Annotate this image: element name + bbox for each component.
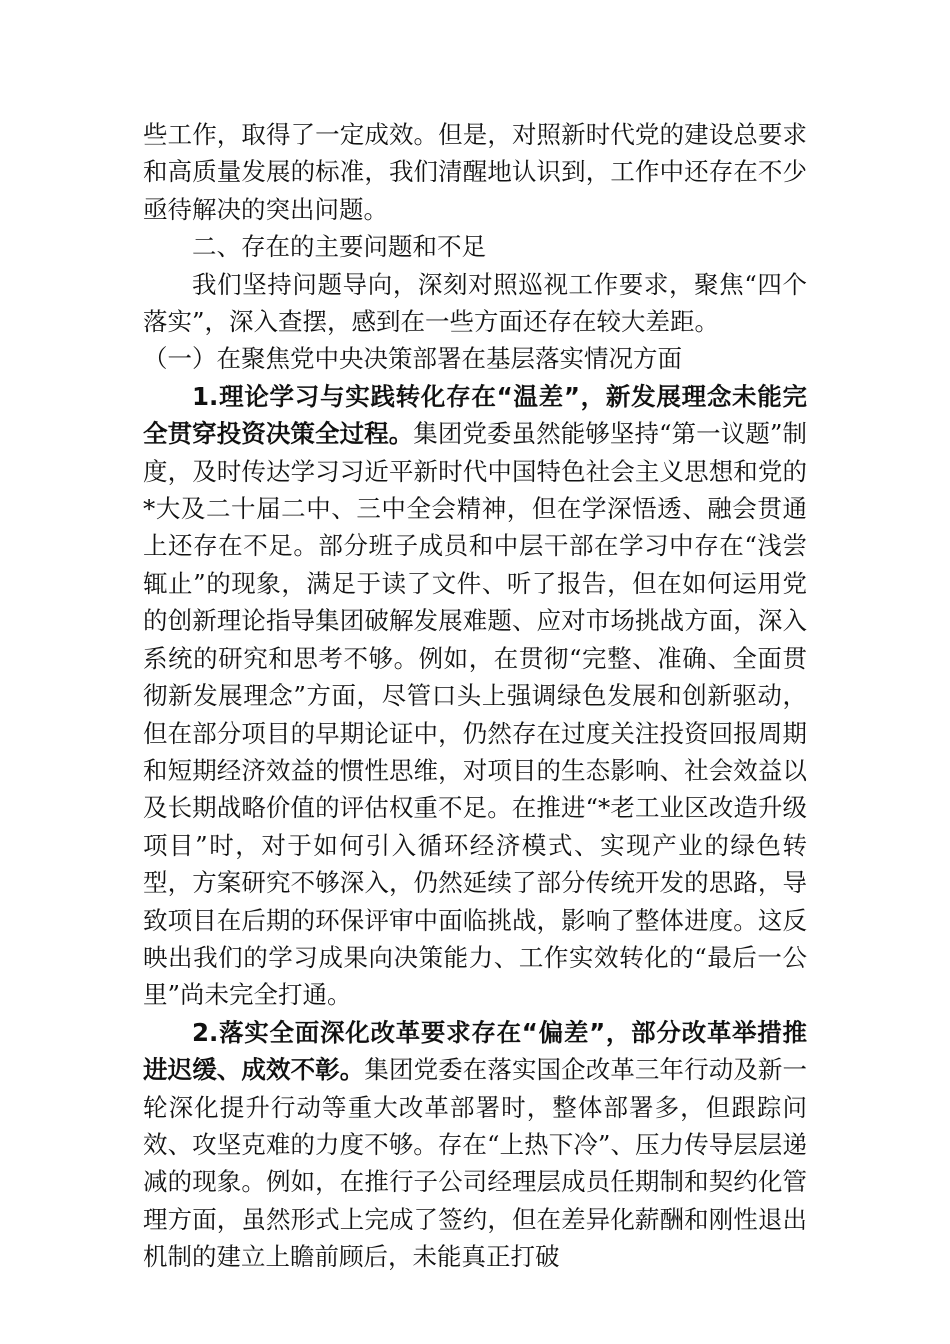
problem-item-2-body: 集团党委在落实国企改革三年行动及新一轮深化提升行动等重大改革部署时，整体部署多，但跟踪问效、攻坚克难的力度不够。存在“上热下冷”、压力传导层层递减的现象。例如，在推行子公司经理层成员任期制和契约化管理方面，虽然形式上完成了签约，但在差异化薪酬和刚性退出机制的建立上瞻前顾后，未能真正打破 [143,1055,808,1272]
paragraph-intro-continued: 些工作，取得了一定成效。但是，对照新时代党的建设总要求和高质量发展的标准，我们清醒地认识到，工作中还存在不少亟待解决的突出问题。 [143,120,807,224]
section-heading-problems: 二、存在的主要问题和不足 [192,232,486,262]
problem-item-1-title: 1.理论学习与实践转化存在“温差”，新发展理念未能完全贯穿投资决策全过程。 [143,381,807,449]
paragraph-problem-overview: 我们坚持问题导向，深刻对照巡视工作要求，聚焦“四个落实”，深入查摆，感到在一些方面还存在较大差距。 [143,269,807,337]
problem-item-2 [143,1014,807,1276]
subsection-heading-1: （一）在聚焦党中央决策部署在基层落实情况方面 [143,344,682,374]
problem-item-1 [143,378,807,1014]
problem-item-2-title: 2.落实全面深化改革要求存在“偏差”，部分改革举措推进迟缓、成效不彰。 [143,1017,807,1085]
problem-item-1-body: 集团党委虽然能够坚持“第一议题”制度，及时传达学习习近平新时代中国特色社会主义思想和党的*大及二十届二中、三中全会精神，但在学深悟透、融会贯通上还存在不足。部分班子成员和中层干部在学习中存在“浅尝辄止”的现象，满足于读了文件、听了报告，但在如何运用党的创新理论指导集团破解发展难题、应对市场挑战方面，深入系统的研究和思考不够。例如，在贯彻“完整、准确、全面贯彻新发展理念”方面，尽管口头上强调绿色发展和创新驱动，但在部分项目的早期论证中，仍然存在过度关注投资回报周期和短期经济效益的惯性思维，对项目的生态影响、社会效益以及长期战略价值的评估权重不足。在推进“*老工业区改造升级项目”时，对于如何引入循环经济模式、实现产业的绿色转型，方案研究不够深入，仍然延续了部分传统开发的思路，导致项目在后期的环保评审中面临挑战，影响了整体进度。这反映出我们的学习成果向决策能力、工作实效转化的“最后一公里”尚未完全打通。 [143,419,807,1010]
document-page [143,116,807,1276]
